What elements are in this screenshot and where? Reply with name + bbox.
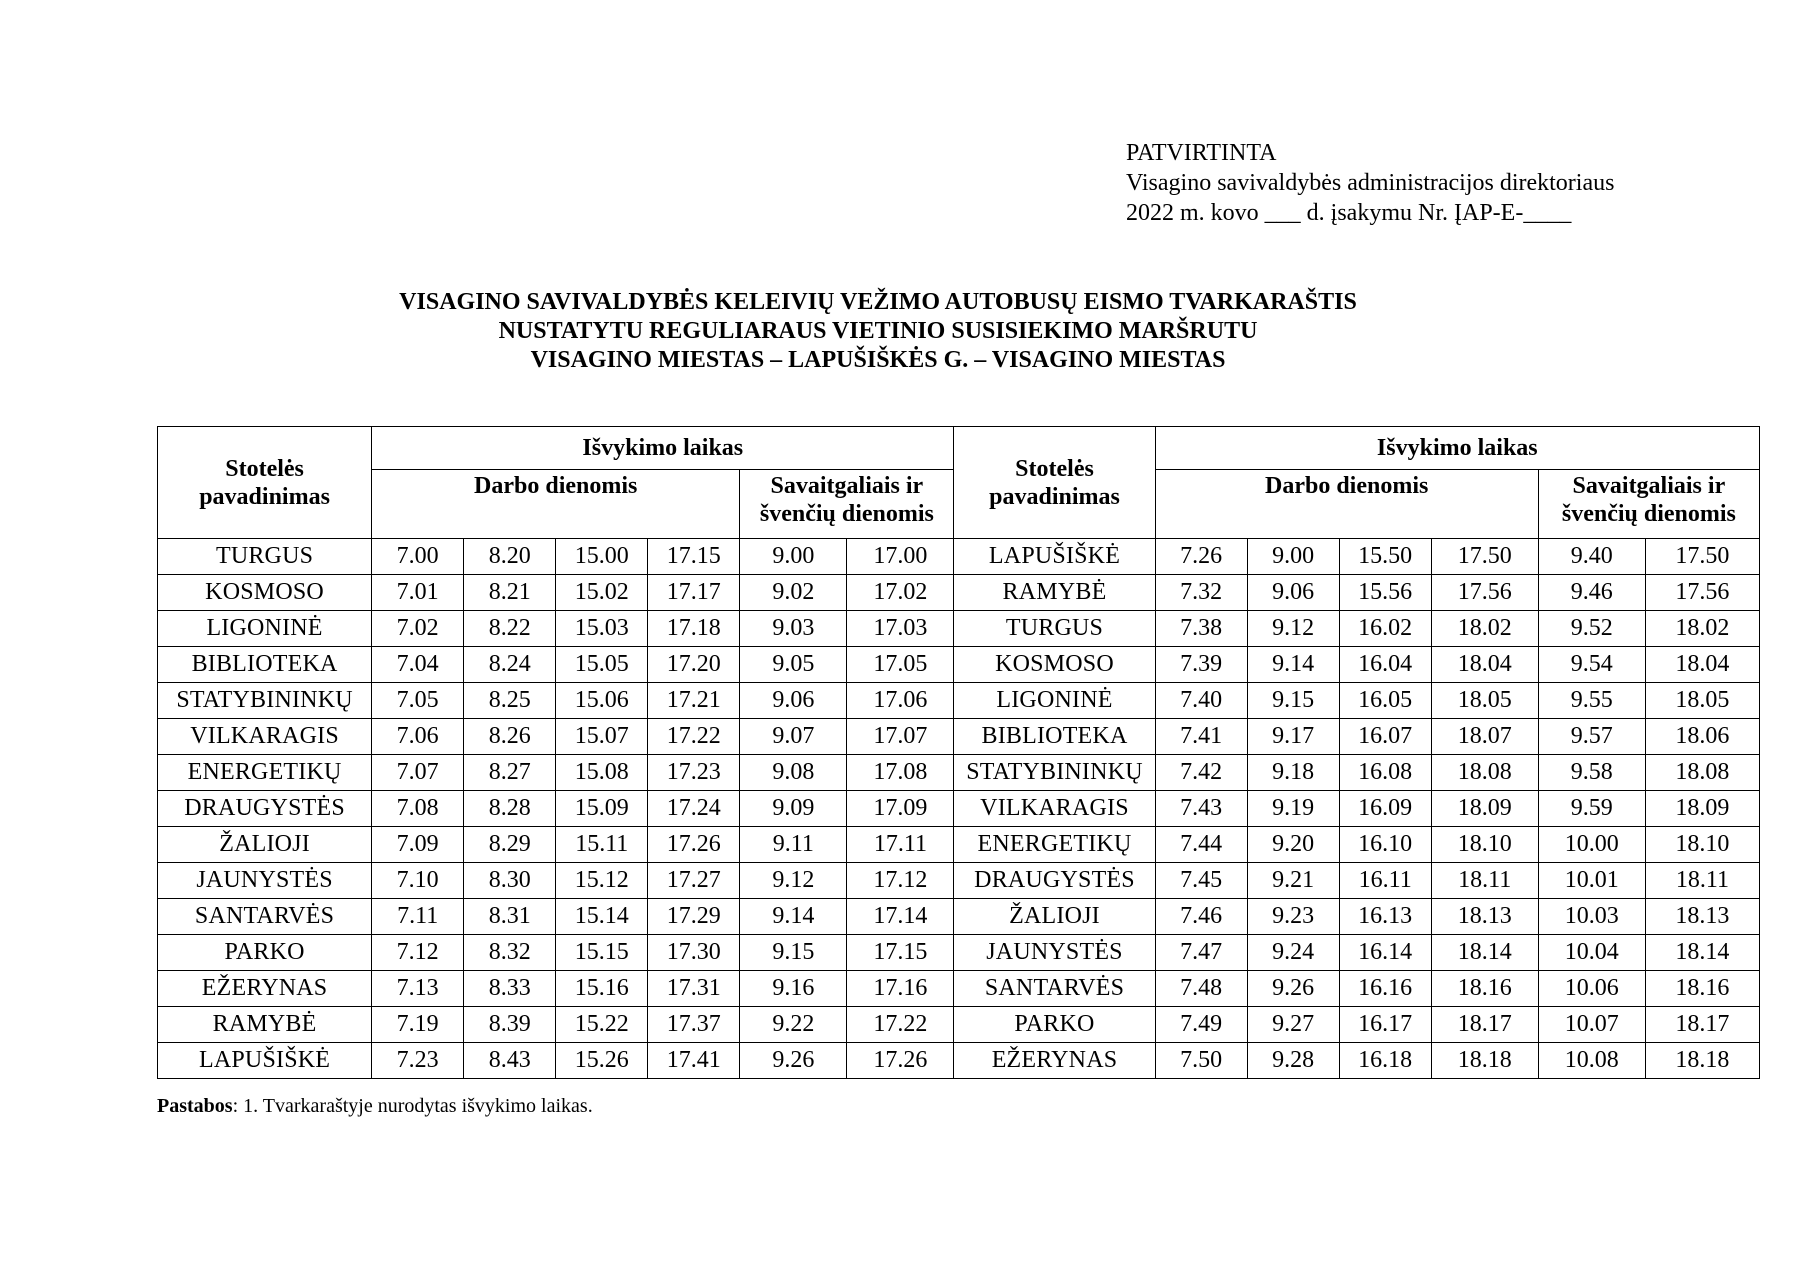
time-cell: 17.37 xyxy=(648,1007,740,1043)
time-cell: 16.09 xyxy=(1339,791,1431,827)
time-cell: 15.12 xyxy=(556,863,648,899)
time-cell: 18.11 xyxy=(1431,863,1538,899)
time-cell: 9.02 xyxy=(740,575,847,611)
time-cell: 17.56 xyxy=(1431,575,1538,611)
time-cell: 7.44 xyxy=(1155,827,1247,863)
stop-name-header-a: Stotelės pavadinimas xyxy=(158,427,372,539)
time-cell: 17.31 xyxy=(648,971,740,1007)
time-cell: 9.58 xyxy=(1538,755,1645,791)
stop-name-cell: RAMYBĖ xyxy=(158,1007,372,1043)
time-cell: 10.06 xyxy=(1538,971,1645,1007)
stop-name-cell: BIBLIOTEKA xyxy=(954,719,1155,755)
time-cell: 15.15 xyxy=(556,935,648,971)
time-cell: 16.07 xyxy=(1339,719,1431,755)
time-cell: 8.32 xyxy=(464,935,556,971)
time-cell: 9.40 xyxy=(1538,539,1645,575)
stop-name-cell: TURGUS xyxy=(954,611,1155,647)
time-cell: 7.46 xyxy=(1155,899,1247,935)
stop-name-header-b: Stotelės pavadinimas xyxy=(954,427,1155,539)
time-cell: 8.39 xyxy=(464,1007,556,1043)
table-row xyxy=(158,791,1760,827)
time-cell: 9.08 xyxy=(740,755,847,791)
time-cell: 15.02 xyxy=(556,575,648,611)
stop-name-cell: PARKO xyxy=(954,1007,1155,1043)
time-cell: 9.09 xyxy=(740,791,847,827)
stop-name-cell: VILKARAGIS xyxy=(158,719,372,755)
time-cell: 7.08 xyxy=(372,791,464,827)
time-cell: 15.03 xyxy=(556,611,648,647)
time-cell: 7.32 xyxy=(1155,575,1247,611)
time-cell: 9.54 xyxy=(1538,647,1645,683)
time-cell: 18.02 xyxy=(1645,611,1759,647)
stop-name-cell: PARKO xyxy=(158,935,372,971)
time-cell: 18.16 xyxy=(1645,971,1759,1007)
time-cell: 17.00 xyxy=(847,539,954,575)
time-cell: 18.06 xyxy=(1645,719,1759,755)
time-cell: 18.13 xyxy=(1431,899,1538,935)
workdays-header-a: Darbo dienomis xyxy=(372,470,740,539)
time-cell: 16.13 xyxy=(1339,899,1431,935)
time-cell: 7.43 xyxy=(1155,791,1247,827)
time-cell: 7.12 xyxy=(372,935,464,971)
time-cell: 16.08 xyxy=(1339,755,1431,791)
table-row xyxy=(158,863,1760,899)
time-cell: 7.02 xyxy=(372,611,464,647)
time-cell: 15.08 xyxy=(556,755,648,791)
time-cell: 17.26 xyxy=(847,1043,954,1079)
time-cell: 9.15 xyxy=(740,935,847,971)
stop-name-cell: VILKARAGIS xyxy=(954,791,1155,827)
time-cell: 8.30 xyxy=(464,863,556,899)
time-cell: 18.08 xyxy=(1431,755,1538,791)
time-cell: 8.33 xyxy=(464,971,556,1007)
time-cell: 9.22 xyxy=(740,1007,847,1043)
time-cell: 18.11 xyxy=(1645,863,1759,899)
time-cell: 10.07 xyxy=(1538,1007,1645,1043)
time-cell: 17.15 xyxy=(847,935,954,971)
time-cell: 7.45 xyxy=(1155,863,1247,899)
stop-name-cell: LIGONINĖ xyxy=(158,611,372,647)
stop-name-cell: LIGONINĖ xyxy=(954,683,1155,719)
table-row xyxy=(158,719,1760,755)
time-cell: 9.59 xyxy=(1538,791,1645,827)
time-cell: 15.05 xyxy=(556,647,648,683)
stop-name-cell: KOSMOSO xyxy=(158,575,372,611)
time-cell: 15.00 xyxy=(556,539,648,575)
time-cell: 7.40 xyxy=(1155,683,1247,719)
weekends-header-b: Savaitgaliais ir švenčių dienomis xyxy=(1538,470,1759,539)
table-row xyxy=(158,935,1760,971)
stop-name-cell: EŽERYNAS xyxy=(158,971,372,1007)
time-cell: 17.26 xyxy=(648,827,740,863)
stop-name-cell: LAPUŠIŠKĖ xyxy=(954,539,1155,575)
time-cell: 18.17 xyxy=(1645,1007,1759,1043)
time-cell: 9.05 xyxy=(740,647,847,683)
time-cell: 16.16 xyxy=(1339,971,1431,1007)
time-cell: 15.26 xyxy=(556,1043,648,1079)
stop-name-cell: STATYBININKŲ xyxy=(954,755,1155,791)
notes xyxy=(157,1094,593,1118)
time-cell: 18.05 xyxy=(1645,683,1759,719)
time-cell: 8.27 xyxy=(464,755,556,791)
time-cell: 9.20 xyxy=(1247,827,1339,863)
time-cell: 15.11 xyxy=(556,827,648,863)
time-cell: 7.50 xyxy=(1155,1043,1247,1079)
stop-name-cell: BIBLIOTEKA xyxy=(158,647,372,683)
timetable xyxy=(157,426,1760,1079)
departure-time-header-b: Išvykimo laikas xyxy=(1155,427,1759,470)
time-cell: 9.23 xyxy=(1247,899,1339,935)
time-cell: 7.06 xyxy=(372,719,464,755)
time-cell: 18.04 xyxy=(1431,647,1538,683)
approval-heading: PATVIRTINTA xyxy=(1126,140,1277,166)
time-cell: 17.29 xyxy=(648,899,740,935)
time-cell: 15.56 xyxy=(1339,575,1431,611)
time-cell: 18.04 xyxy=(1645,647,1759,683)
time-cell: 8.31 xyxy=(464,899,556,935)
time-cell: 15.14 xyxy=(556,899,648,935)
notes-label: Pastabos xyxy=(157,1095,233,1117)
time-cell: 10.08 xyxy=(1538,1043,1645,1079)
time-cell: 9.03 xyxy=(740,611,847,647)
time-cell: 18.14 xyxy=(1431,935,1538,971)
title-line-2: NUSTATYTU REGULIARAUS VIETINIO SUSISIEKIMO MARŠRUTU xyxy=(498,318,1258,344)
time-cell: 8.24 xyxy=(464,647,556,683)
time-cell: 7.07 xyxy=(372,755,464,791)
time-cell: 9.12 xyxy=(740,863,847,899)
time-cell: 17.41 xyxy=(648,1043,740,1079)
time-cell: 15.22 xyxy=(556,1007,648,1043)
approval-order-number: 2022 m. kovo ___ d. įsakymu Nr. ĮAP-E-____ xyxy=(1126,200,1572,226)
time-cell: 9.46 xyxy=(1538,575,1645,611)
time-cell: 16.17 xyxy=(1339,1007,1431,1043)
time-cell: 18.08 xyxy=(1645,755,1759,791)
time-cell: 18.18 xyxy=(1431,1043,1538,1079)
stop-name-cell: SANTARVĖS xyxy=(954,971,1155,1007)
time-cell: 9.18 xyxy=(1247,755,1339,791)
time-cell: 9.28 xyxy=(1247,1043,1339,1079)
time-cell: 8.29 xyxy=(464,827,556,863)
time-cell: 8.21 xyxy=(464,575,556,611)
time-cell: 17.24 xyxy=(648,791,740,827)
table-row xyxy=(158,827,1760,863)
time-cell: 9.15 xyxy=(1247,683,1339,719)
timetable-body xyxy=(158,539,1760,1079)
approval-block xyxy=(1126,138,1614,228)
time-cell: 17.11 xyxy=(847,827,954,863)
title-line-3: VISAGINO MIESTAS – LAPUŠIŠKĖS G. – VISAGINO MIESTAS xyxy=(530,347,1226,373)
time-cell: 15.50 xyxy=(1339,539,1431,575)
time-cell: 16.11 xyxy=(1339,863,1431,899)
time-cell: 16.04 xyxy=(1339,647,1431,683)
time-cell: 7.41 xyxy=(1155,719,1247,755)
time-cell: 17.06 xyxy=(847,683,954,719)
time-cell: 7.01 xyxy=(372,575,464,611)
time-cell: 17.27 xyxy=(648,863,740,899)
stop-name-cell: ŽALIOJI xyxy=(158,827,372,863)
time-cell: 10.04 xyxy=(1538,935,1645,971)
workdays-header-b: Darbo dienomis xyxy=(1155,470,1538,539)
time-cell: 8.20 xyxy=(464,539,556,575)
stop-name-cell: EŽERYNAS xyxy=(954,1043,1155,1079)
time-cell: 16.05 xyxy=(1339,683,1431,719)
time-cell: 9.14 xyxy=(740,899,847,935)
time-cell: 8.43 xyxy=(464,1043,556,1079)
time-cell: 17.05 xyxy=(847,647,954,683)
stop-name-cell: ENERGETIKŲ xyxy=(158,755,372,791)
time-cell: 17.18 xyxy=(648,611,740,647)
time-cell: 7.47 xyxy=(1155,935,1247,971)
time-cell: 18.17 xyxy=(1431,1007,1538,1043)
time-cell: 7.42 xyxy=(1155,755,1247,791)
stop-name-cell: ENERGETIKŲ xyxy=(954,827,1155,863)
time-cell: 16.02 xyxy=(1339,611,1431,647)
table-row xyxy=(158,755,1760,791)
time-cell: 9.24 xyxy=(1247,935,1339,971)
time-cell: 17.30 xyxy=(648,935,740,971)
time-cell: 7.49 xyxy=(1155,1007,1247,1043)
time-cell: 17.16 xyxy=(847,971,954,1007)
stop-name-cell: ŽALIOJI xyxy=(954,899,1155,935)
stop-name-cell: KOSMOSO xyxy=(954,647,1155,683)
table-row xyxy=(158,899,1760,935)
time-cell: 7.48 xyxy=(1155,971,1247,1007)
table-row xyxy=(158,683,1760,719)
table-row xyxy=(158,1007,1760,1043)
table-row xyxy=(158,539,1760,575)
stop-name-cell: DRAUGYSTĖS xyxy=(158,791,372,827)
time-cell: 7.09 xyxy=(372,827,464,863)
table-row xyxy=(158,575,1760,611)
time-cell: 18.16 xyxy=(1431,971,1538,1007)
time-cell: 9.26 xyxy=(1247,971,1339,1007)
stop-name-cell: DRAUGYSTĖS xyxy=(954,863,1155,899)
time-cell: 7.38 xyxy=(1155,611,1247,647)
time-cell: 8.28 xyxy=(464,791,556,827)
time-cell: 9.57 xyxy=(1538,719,1645,755)
time-cell: 9.00 xyxy=(740,539,847,575)
time-cell: 8.25 xyxy=(464,683,556,719)
time-cell: 16.10 xyxy=(1339,827,1431,863)
time-cell: 15.09 xyxy=(556,791,648,827)
time-cell: 15.16 xyxy=(556,971,648,1007)
time-cell: 9.12 xyxy=(1247,611,1339,647)
time-cell: 18.10 xyxy=(1431,827,1538,863)
time-cell: 17.09 xyxy=(847,791,954,827)
time-cell: 17.12 xyxy=(847,863,954,899)
weekends-header-a: Savaitgaliais ir švenčių dienomis xyxy=(740,470,954,539)
table-row xyxy=(158,1043,1760,1079)
approval-authority: Visagino savivaldybės administracijos direktoriaus xyxy=(1126,170,1615,196)
time-cell: 9.17 xyxy=(1247,719,1339,755)
time-cell: 17.17 xyxy=(648,575,740,611)
time-cell: 7.05 xyxy=(372,683,464,719)
time-cell: 8.22 xyxy=(464,611,556,647)
time-cell: 17.23 xyxy=(648,755,740,791)
time-cell: 18.02 xyxy=(1431,611,1538,647)
time-cell: 9.07 xyxy=(740,719,847,755)
time-cell: 9.11 xyxy=(740,827,847,863)
time-cell: 17.03 xyxy=(847,611,954,647)
time-cell: 9.21 xyxy=(1247,863,1339,899)
time-cell: 17.15 xyxy=(648,539,740,575)
time-cell: 7.11 xyxy=(372,899,464,935)
time-cell: 17.50 xyxy=(1645,539,1759,575)
time-cell: 9.19 xyxy=(1247,791,1339,827)
time-cell: 7.04 xyxy=(372,647,464,683)
time-cell: 9.27 xyxy=(1247,1007,1339,1043)
time-cell: 9.55 xyxy=(1538,683,1645,719)
title-line-1: VISAGINO SAVIVALDYBĖS KELEIVIŲ VEŽIMO AUTOBUSŲ EISMO TVARKARAŠTIS xyxy=(399,289,1357,315)
time-cell: 9.26 xyxy=(740,1043,847,1079)
stop-name-cell: JAUNYSTĖS xyxy=(158,863,372,899)
time-cell: 17.56 xyxy=(1645,575,1759,611)
time-cell: 18.14 xyxy=(1645,935,1759,971)
time-cell: 7.00 xyxy=(372,539,464,575)
time-cell: 17.14 xyxy=(847,899,954,935)
stop-name-cell: STATYBININKŲ xyxy=(158,683,372,719)
time-cell: 17.22 xyxy=(847,1007,954,1043)
time-cell: 18.18 xyxy=(1645,1043,1759,1079)
time-cell: 18.09 xyxy=(1431,791,1538,827)
time-cell: 9.14 xyxy=(1247,647,1339,683)
table-row xyxy=(158,611,1760,647)
table-row xyxy=(158,971,1760,1007)
time-cell: 17.08 xyxy=(847,755,954,791)
time-cell: 7.39 xyxy=(1155,647,1247,683)
time-cell: 18.07 xyxy=(1431,719,1538,755)
time-cell: 16.14 xyxy=(1339,935,1431,971)
time-cell: 7.19 xyxy=(372,1007,464,1043)
time-cell: 9.16 xyxy=(740,971,847,1007)
time-cell: 9.06 xyxy=(740,683,847,719)
document-title xyxy=(0,288,1810,375)
time-cell: 9.00 xyxy=(1247,539,1339,575)
time-cell: 16.18 xyxy=(1339,1043,1431,1079)
time-cell: 15.07 xyxy=(556,719,648,755)
time-cell: 17.21 xyxy=(648,683,740,719)
time-cell: 18.10 xyxy=(1645,827,1759,863)
stop-name-cell: RAMYBĖ xyxy=(954,575,1155,611)
time-cell: 18.05 xyxy=(1431,683,1538,719)
time-cell: 15.06 xyxy=(556,683,648,719)
time-cell: 8.26 xyxy=(464,719,556,755)
time-cell: 17.02 xyxy=(847,575,954,611)
time-cell: 10.00 xyxy=(1538,827,1645,863)
time-cell: 10.01 xyxy=(1538,863,1645,899)
time-cell: 17.20 xyxy=(648,647,740,683)
time-cell: 9.52 xyxy=(1538,611,1645,647)
stop-name-cell: LAPUŠIŠKĖ xyxy=(158,1043,372,1079)
notes-text: : 1. Tvarkaraštyje nurodytas išvykimo laikas. xyxy=(232,1095,593,1117)
time-cell: 7.26 xyxy=(1155,539,1247,575)
time-cell: 7.13 xyxy=(372,971,464,1007)
time-cell: 10.03 xyxy=(1538,899,1645,935)
time-cell: 7.23 xyxy=(372,1043,464,1079)
time-cell: 9.06 xyxy=(1247,575,1339,611)
stop-name-cell: SANTARVĖS xyxy=(158,899,372,935)
time-cell: 18.13 xyxy=(1645,899,1759,935)
time-cell: 17.07 xyxy=(847,719,954,755)
time-cell: 17.22 xyxy=(648,719,740,755)
stop-name-cell: JAUNYSTĖS xyxy=(954,935,1155,971)
time-cell: 17.50 xyxy=(1431,539,1538,575)
stop-name-cell: TURGUS xyxy=(158,539,372,575)
time-cell: 7.10 xyxy=(372,863,464,899)
departure-time-header-a: Išvykimo laikas xyxy=(372,427,954,470)
table-row xyxy=(158,647,1760,683)
time-cell: 18.09 xyxy=(1645,791,1759,827)
